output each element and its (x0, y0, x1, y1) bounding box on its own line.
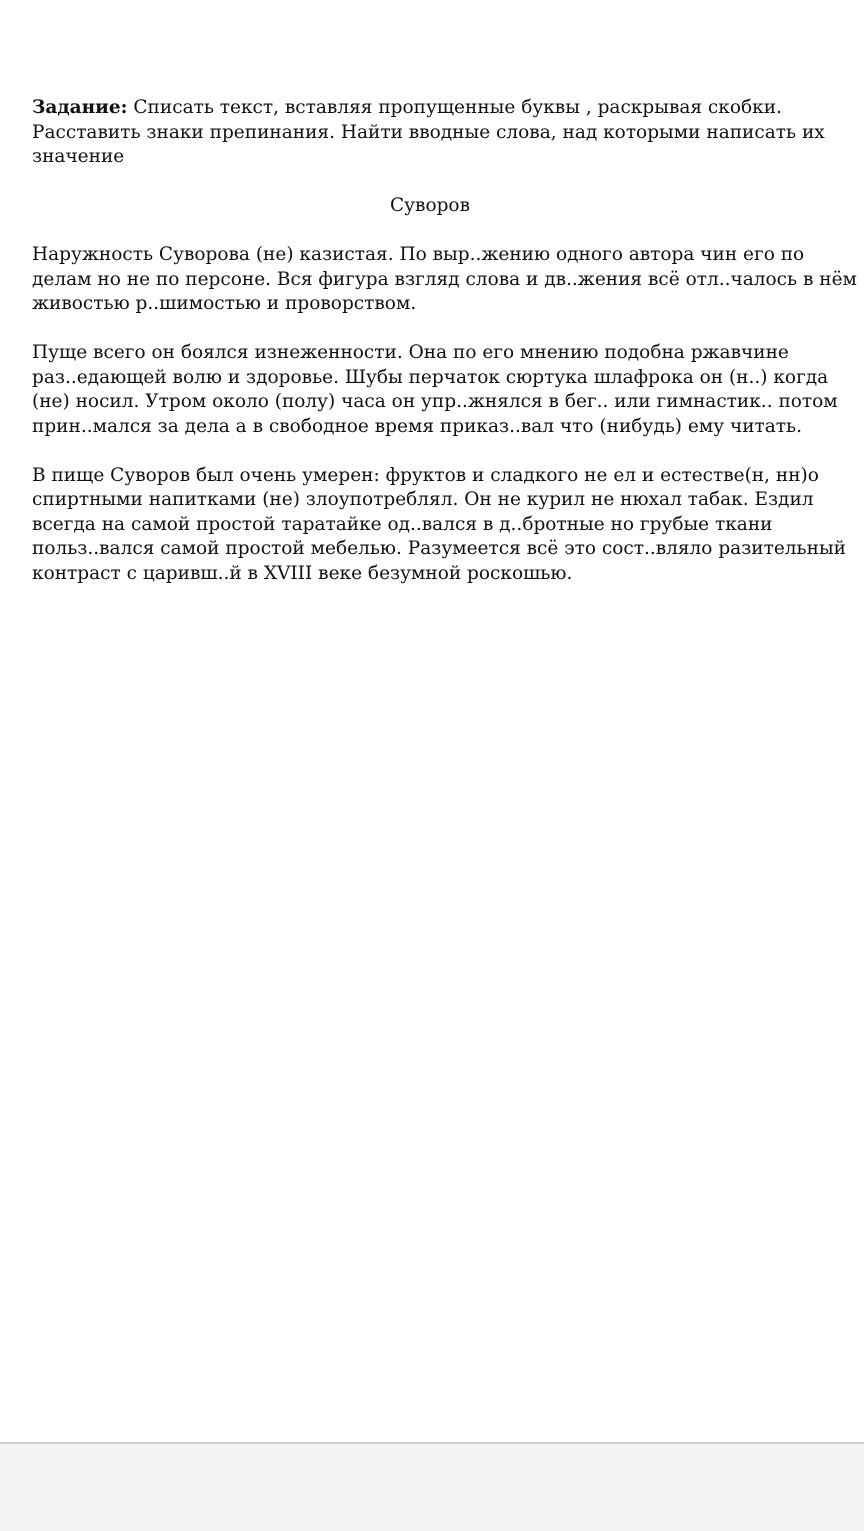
task-label: Задание: (32, 97, 128, 118)
paragraph-3: В пище Суворов был очень умерен: фруктов и сладкого не ел и естестве(н, нн)о спиртными напитками (не) злоупотреблял. Он не курил не нюхал табак. Ездил всегда на самой простой таратайке од..вался в д..бротные но грубые ткани польз..вался самой простой мебелью. Разумеется всё это сост..вляло разительный контраст с царивш..й в XVIII веке безумной роскошью. (32, 464, 847, 584)
document-content (32, 96, 858, 611)
task-text: Списать текст, вставляя пропущенные буквы , раскрывая скобки. Расставить знаки препинания. Найти вводные слова, над которыми написать их значение (32, 97, 825, 167)
text-title: Суворов (390, 195, 470, 216)
footer-bar (0, 1444, 864, 1531)
paragraph-1: Наружность Суворова (не) казистая. По выр..жению одного автора чин его по делам но не по персоне. Вся фигура взгляд слова и дв..жения всё отл..чалось в нём живостью р..шимостью и проворством. (32, 244, 857, 314)
paragraph-2: Пуще всего он боялся изнеженности. Она по его мнению подобна ржавчине раз..едающей волю и здоровье. Шубы перчаток сюртука шлафрока он (н..) когда (не) носил. Утром около (полу) часа он упр..жнялся в бег.. или гимнастик.. потом прин..мался за дела а в свободное время приказ..вал что (нибудь) ему читать. (32, 342, 838, 437)
task-paragraph (32, 96, 858, 170)
